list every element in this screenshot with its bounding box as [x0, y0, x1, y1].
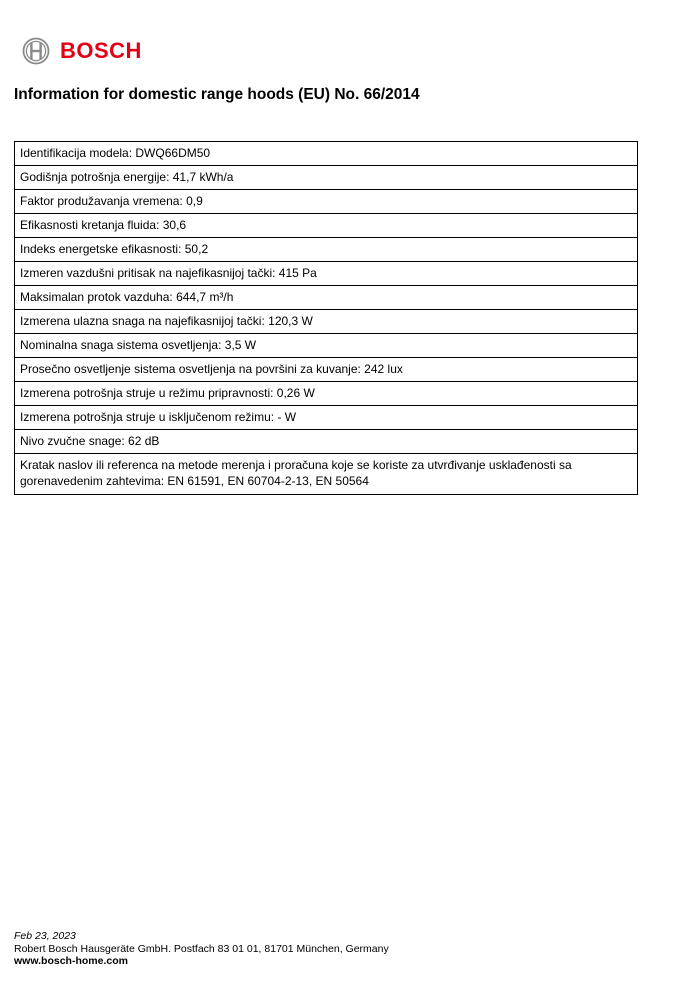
table-cell: Godišnja potrošnja energije: 41,7 kWh/a	[15, 166, 638, 190]
info-table	[14, 141, 638, 495]
bosch-logo	[22, 37, 142, 65]
table-cell: Nominalna snaga sistema osvetljenja: 3,5 W	[15, 334, 638, 358]
table-row	[15, 430, 638, 454]
document-title: Information for domestic range hoods (EU) No. 66/2014	[14, 86, 420, 103]
table-row	[15, 286, 638, 310]
table-row	[15, 334, 638, 358]
table-cell: Faktor produžavanja vremena: 0,9	[15, 190, 638, 214]
footer-website: www.bosch-home.com	[14, 955, 128, 967]
table-cell: Indeks energetske efikasnosti: 50,2	[15, 238, 638, 262]
footer	[14, 930, 389, 968]
table-row	[15, 238, 638, 262]
table-cell: Efikasnosti kretanja fluida: 30,6	[15, 214, 638, 238]
table-row	[15, 166, 638, 190]
table-row	[15, 262, 638, 286]
footer-address: Robert Bosch Hausgeräte GmbH. Postfach 83 01 01, 81701 München, Germany	[14, 942, 389, 955]
table-row	[15, 142, 638, 166]
table-cell: Prosečno osvetljenje sistema osvetljenja na površini za kuvanje: 242 lux	[15, 358, 638, 382]
footer-date: Feb 23, 2023	[14, 930, 76, 942]
table-row	[15, 454, 638, 495]
table-cell: Izmerena ulazna snaga na najefikasnijoj tački: 120,3 W	[15, 310, 638, 334]
table-cell: Kratak naslov ili referenca na metode merenja i proračuna koje se koriste za utvrđivanje usklađenosti sa gorenavedenim zahtevima: EN 61591, EN 60704-2-13, EN 50564	[15, 454, 638, 495]
bosch-armature-logo-icon	[22, 37, 50, 65]
table-row	[15, 310, 638, 334]
table-cell: Maksimalan protok vazduha: 644,7 m³/h	[15, 286, 638, 310]
table-cell: Izmerena potrošnja struje u isključenom režimu: - W	[15, 406, 638, 430]
table-row	[15, 382, 638, 406]
brand-name: BOSCH	[60, 38, 142, 63]
table-row	[15, 406, 638, 430]
table-row	[15, 190, 638, 214]
table-cell: Izmerena potrošnja struje u režimu pripravnosti: 0,26 W	[15, 382, 638, 406]
table-cell: Izmeren vazdušni pritisak na najefikasnijoj tački: 415 Pa	[15, 262, 638, 286]
table-cell: Nivo zvučne snage: 62 dB	[15, 430, 638, 454]
table-row	[15, 214, 638, 238]
table-cell: Identifikacija modela: DWQ66DM50	[15, 142, 638, 166]
table-row	[15, 358, 638, 382]
